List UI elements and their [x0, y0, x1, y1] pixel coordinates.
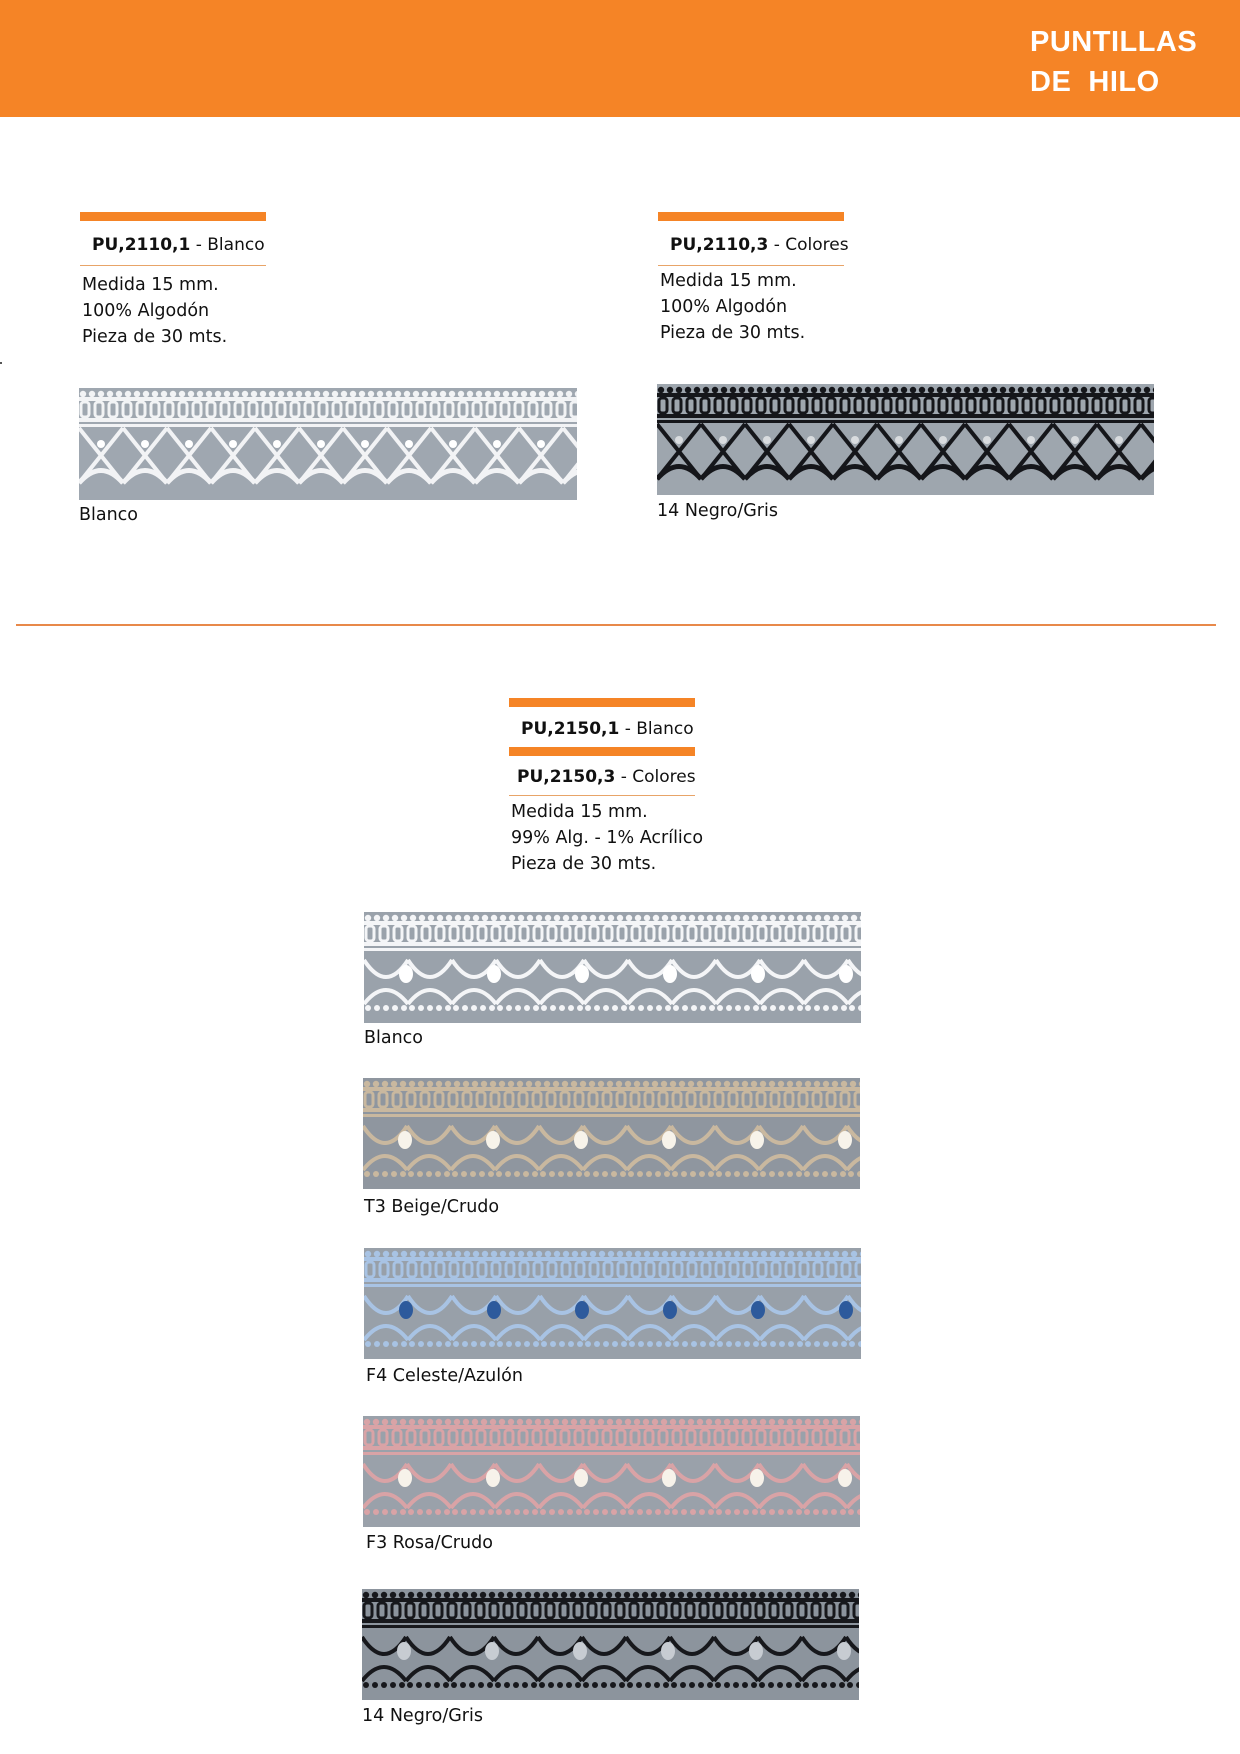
product-specs: [658, 268, 844, 346]
lace-pattern: [363, 1416, 860, 1527]
spec-size: Medida 15 mm.: [511, 802, 648, 822]
swatch-caption: 14 Negro/Gris: [657, 501, 778, 521]
product-color-label: - Blanco: [619, 719, 694, 739]
product-code-line: [509, 756, 695, 795]
lace-swatch-image: [657, 384, 1154, 495]
product-code: PU,2150,3: [517, 767, 616, 787]
product-color-label: - Blanco: [190, 235, 265, 255]
swatch-caption: 14 Negro/Gris: [362, 1706, 483, 1726]
lace-swatch-image: [363, 1078, 860, 1189]
lace-swatch-image: [364, 912, 861, 1023]
spec-material: 100% Algodón: [82, 301, 210, 321]
spec-material: 99% Alg. - 1% Acrílico: [511, 828, 704, 848]
product-code-line: [658, 221, 849, 265]
product-code-line: [509, 707, 695, 747]
product-pu2150-info: [509, 698, 704, 877]
lace-pattern: [364, 1248, 861, 1359]
product-code-line: [80, 221, 266, 265]
swatch-caption: Blanco: [79, 505, 139, 525]
swatch-caption: F4 Celeste/Azulón: [366, 1366, 523, 1386]
swatch-caption: Blanco: [364, 1028, 424, 1048]
code-underline: [509, 795, 695, 796]
product-color-label: - Colores: [615, 767, 696, 787]
swatch-caption: T3 Beige/Crudo: [364, 1197, 500, 1217]
lace-swatch-image: [79, 388, 577, 500]
spec-length: Pieza de 30 mts.: [82, 327, 228, 347]
product-pu2110-3-info: [658, 212, 849, 346]
lace-pattern: [364, 912, 861, 1023]
product-specs: [80, 272, 266, 350]
code-bar: [80, 212, 266, 221]
code-bar: [509, 698, 695, 707]
product-code: PU,2110,3: [670, 235, 769, 255]
lace-pattern: [79, 388, 577, 500]
stray-mark: [0, 362, 2, 364]
swatch-caption: F3 Rosa/Crudo: [366, 1533, 493, 1553]
spec-length: Pieza de 30 mts.: [511, 854, 657, 874]
section-divider: [16, 624, 1216, 626]
code-underline: [80, 265, 266, 266]
header-banner: [0, 0, 1240, 117]
page-title: [1030, 22, 1197, 102]
page-title-line-2: DE HILO: [1030, 66, 1160, 98]
product-color-label: - Colores: [768, 235, 849, 255]
page-title-line-1: PUNTILLAS: [1030, 26, 1198, 58]
spec-size: Medida 15 mm.: [82, 275, 219, 295]
lace-pattern: [362, 1589, 859, 1700]
product-code: PU,2110,1: [92, 235, 191, 255]
code-bar: [509, 747, 695, 756]
spec-material: 100% Algodón: [660, 297, 788, 317]
lace-swatch-image: [364, 1248, 861, 1359]
product-specs: [509, 799, 704, 877]
code-underline: [658, 265, 844, 266]
lace-swatch-image: [362, 1589, 859, 1700]
spec-length: Pieza de 30 mts.: [660, 323, 806, 343]
spec-size: Medida 15 mm.: [660, 271, 797, 291]
code-bar: [658, 212, 844, 221]
product-pu2110-1-info: [80, 212, 266, 350]
lace-pattern: [657, 384, 1154, 495]
lace-pattern: [363, 1078, 860, 1189]
product-code: PU,2150,1: [521, 719, 620, 739]
lace-swatch-image: [363, 1416, 860, 1527]
